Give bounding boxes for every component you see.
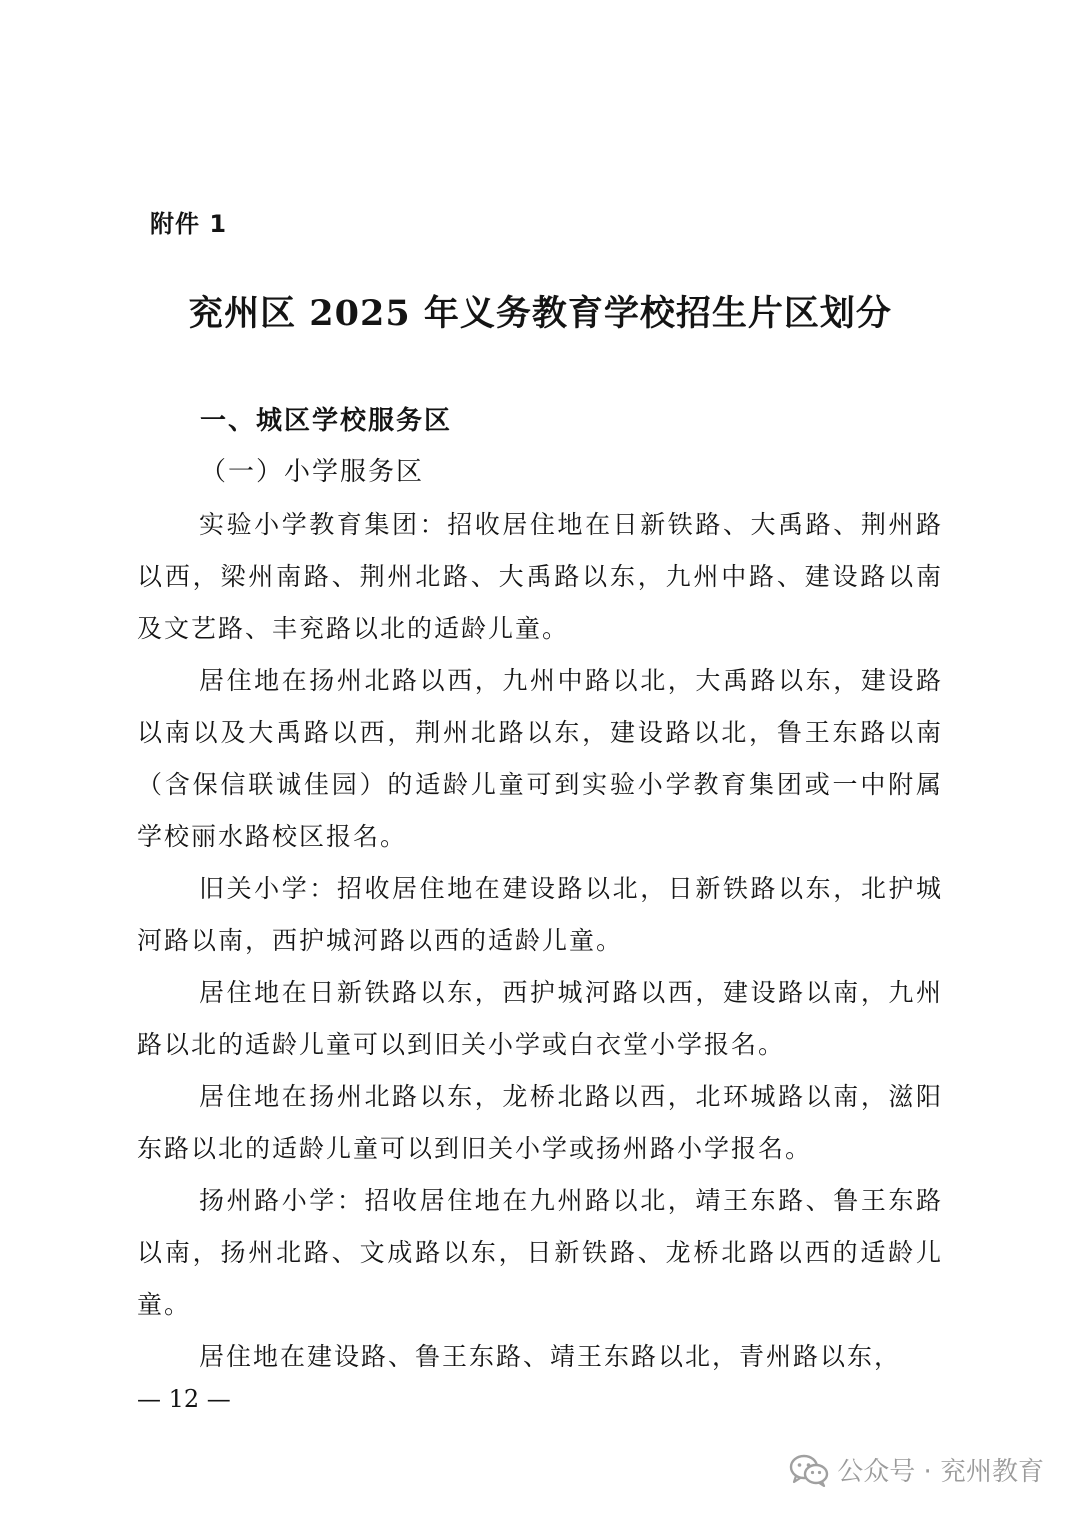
paragraph: 居住地在建设路、鲁王东路、靖王东路以北，青州路以东， [199,1342,902,1371]
paragraph: 居住地在扬州北路以西，九州中路以北，大禹路以东，建设路以南以及大禹路以西，荆州北路以东，建设路以北，鲁王东路以南（含保信联诚佳园）的适龄儿童可到实验小学教育集团或一中附属学校丽水路校区报名。 [137,666,943,851]
paragraph: 居住地在日新铁路以东，西护城河路以西，建设路以南，九州路以北的适龄儿童可以到旧关小学或白衣堂小学报名。 [137,978,943,1059]
body-text [137,499,943,1383]
subsection-heading: （一）小学服务区 [200,457,425,487]
document-title: 兖州区 2025 年义务教育学校招生片区划分 [188,293,892,334]
paragraph: 扬州路小学：招收居住地在九州路以北，靖王东路、鲁王东路以南，扬州北路、文成路以东，日新铁路、龙桥北路以西的适龄儿童。 [137,1186,943,1319]
paragraph: 实验小学教育集团：招收居住地在日新铁路、大禹路、荆州路以西，梁州南路、荆州北路、大禹路以东，九州中路、建设路以南及文艺路、丰兖路以北的适龄儿童。 [137,510,943,643]
wechat-icon [789,1453,829,1487]
watermark-text: 公众号 · 兖州教育 [837,1457,1044,1487]
paragraph: 居住地在扬州北路以东，龙桥北路以西，北环城路以南，滋阳东路以北的适龄儿童可以到旧关小学或扬州路小学报名。 [137,1082,943,1163]
section-heading: 一、城区学校服务区 [200,406,453,436]
attachment-label: 附件 1 [150,210,228,238]
paragraph: 旧关小学：招收居住地在建设路以北，日新铁路以东，北护城河路以南，西护城河路以西的适龄儿童。 [137,874,943,955]
page-number: — 12 — [137,1385,231,1413]
watermark [789,1451,1044,1488]
